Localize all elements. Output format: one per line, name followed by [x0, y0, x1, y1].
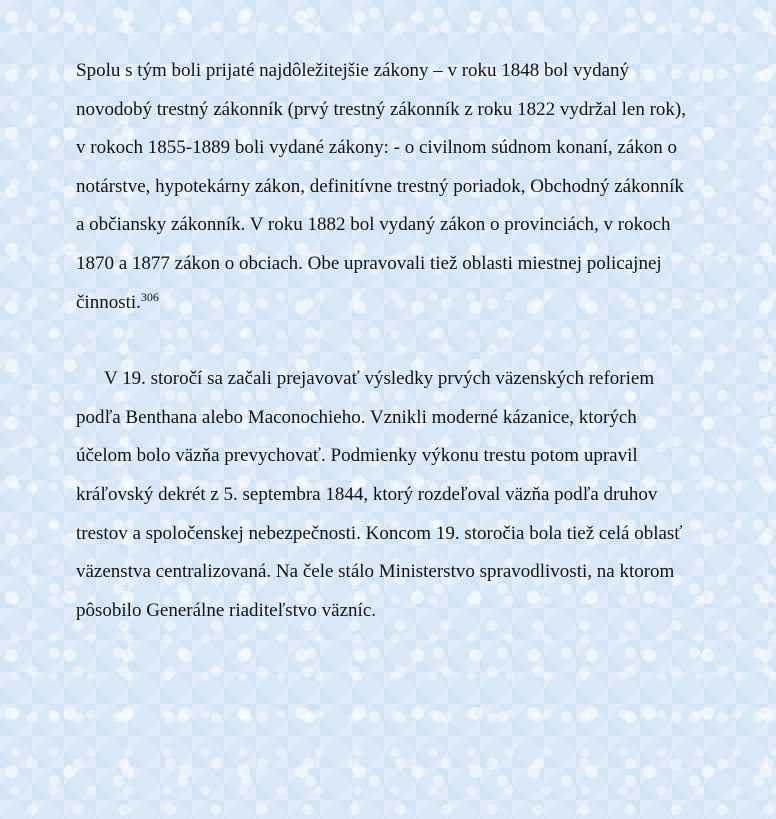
paragraph-2 — [76, 360, 696, 630]
footnote-ref-306[interactable]: 306 — [140, 289, 159, 304]
paragraph-1 — [76, 52, 696, 322]
paragraph-2-text: V 19. storočí sa začali prejavovať výsledky prvých väzenských reforiem podľa Benthana alebo Maconochieho. Vznikli moderné kázanice, ktorých účelom bolo väzňa prevychovať. Podmienky výkonu trestu potom upravil kráľovský dekrét z 5. septembra 1844, ktorý rozdeľoval väzňa podľa druhov trestov a spoločenskej nebezpečnosti. Koncom 19. storočia bola tiež celá oblasť väzenstva centralizovaná. Na čele stálo Ministerstvo spravodlivosti, na ktorom pôsobilo Generálne riaditeľstvo väzníc. — [76, 368, 683, 621]
paragraph-1-text: Spolu s tým boli prijaté najdôležitejšie zákony – v roku 1848 bol vydaný novodobý trestný zákonník (prvý trestný zákonník z roku 1822 vydržal len rok), v rokoch 1855-1889 boli vydané zákony: - o civilnom súdnom konaní, zákon o notárstve, hypotekárny zákon, definitívne trestný poriadok, Obchodný zákonník a občiansky zákonník. V roku 1882 bol vydaný zákon o provinciách, v rokoch 1870 a 1877 zákon o obciach. Obe upravovali tiež oblasti miestnej policajnej činnosti. — [76, 60, 686, 313]
